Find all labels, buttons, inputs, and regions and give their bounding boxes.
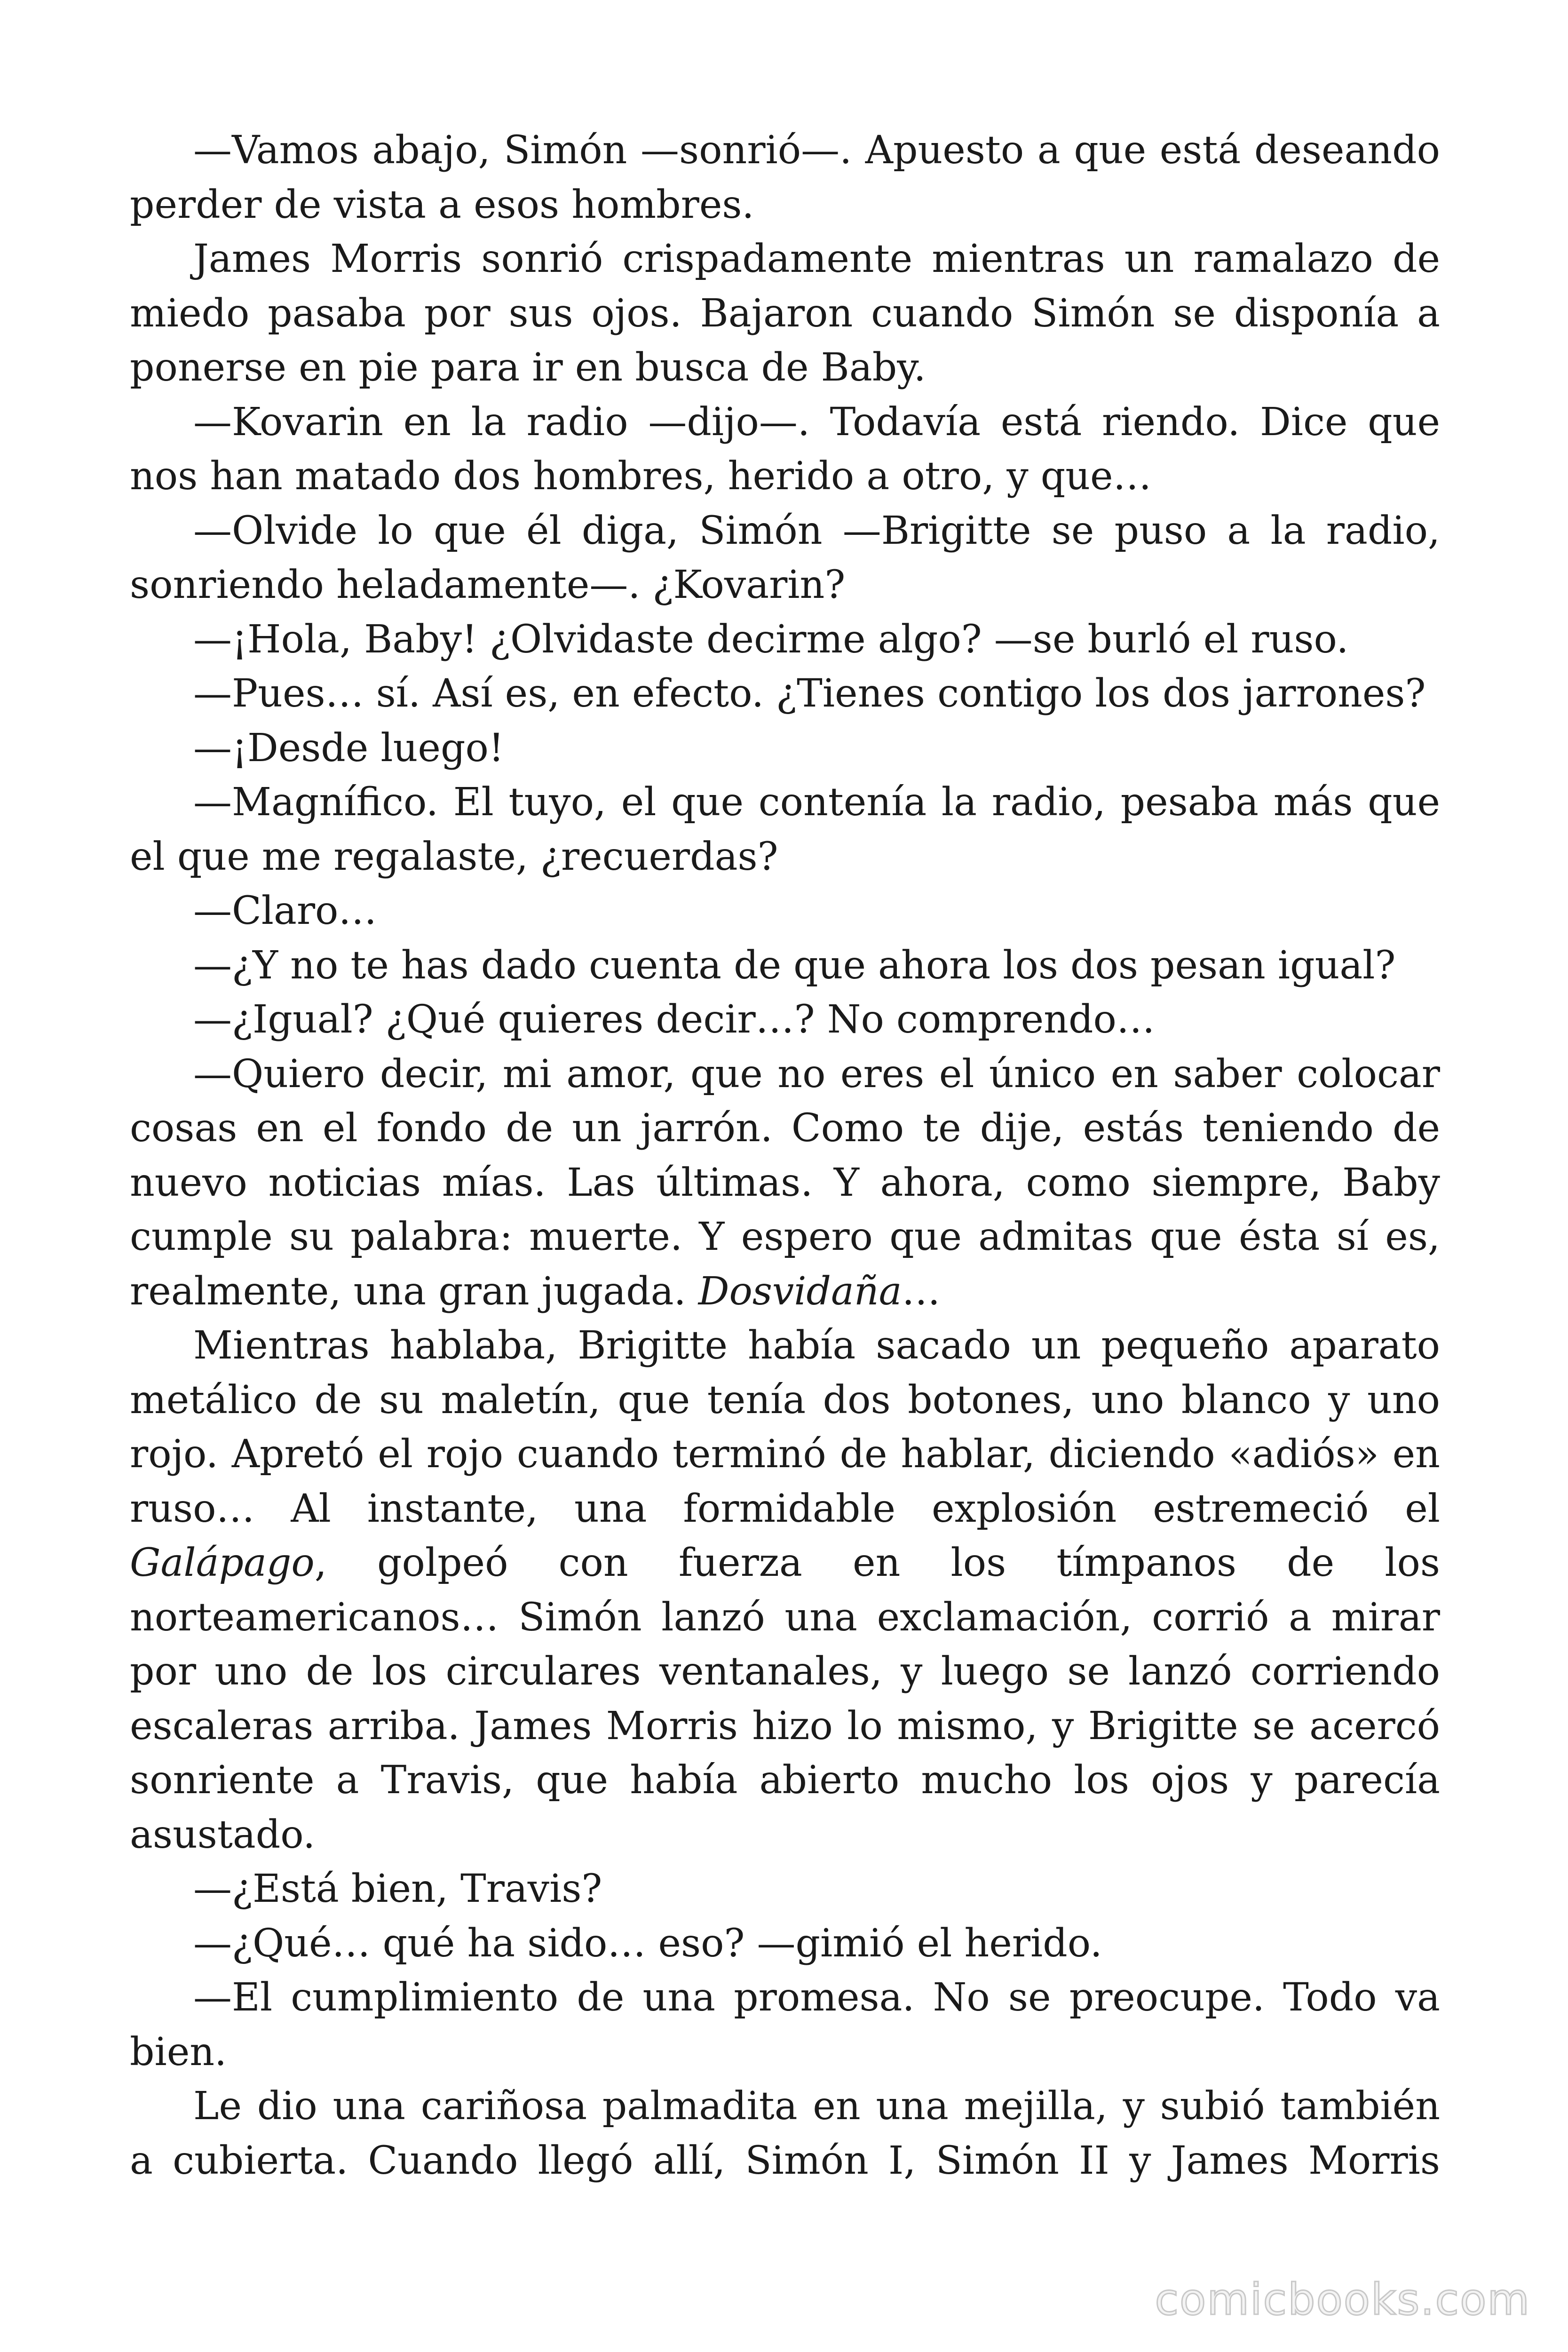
italic-text: Dosvidaña (698, 1269, 902, 1314)
paragraph (130, 1319, 1440, 1862)
paragraph (130, 232, 1440, 395)
text-run: —Olvide lo que él diga, Simón —Brigitte se puso a la radio, sonriendo heladamente—. ¿Kovarin? (130, 508, 1440, 607)
paragraph (130, 1971, 1440, 2079)
paragraph (130, 993, 1440, 1047)
text-run: Le dio una cariñosa palmadita en una mejilla, y subió también a cubierta. Cuando llegó allí, Simón I, Simón II y James Morris (130, 2084, 1440, 2183)
text-run: —¡Hola, Baby! ¿Olvidaste decirme algo? —se burló el ruso. (193, 617, 1349, 662)
text-run: —Magnífico. El tuyo, el que contenía la radio, pesaba más que el que me regalaste, ¿recuerdas? (130, 780, 1440, 879)
paragraph (130, 938, 1440, 993)
paragraph (130, 667, 1440, 721)
paragraph (130, 2079, 1440, 2188)
paragraph (130, 884, 1440, 938)
text-run: —Claro… (193, 889, 377, 933)
book-page (130, 123, 1440, 2188)
text-run: James Morris sonrió crispadamente mientras un ramalazo de miedo pasaba por sus ojos. Bajaron cuando Simón se disponía a ponerse en pie para ir en busca de Baby. (130, 237, 1440, 390)
text-run: —¿Y no te has dado cuenta de que ahora los dos pesan igual? (193, 943, 1396, 988)
paragraph (130, 775, 1440, 884)
text-run: , golpeó con fuerza en los tímpanos de los norteamericanos… Simón lanzó una exclamación, corrió a mirar por uno de los circulares ventanales, y luego se lanzó corriendo escaleras arriba. James Morris hizo lo mismo, y Brigitte se acercó sonriente a Travis, que había abierto mucho los ojos y parecía asustado. (130, 1541, 1440, 1857)
text-run: —Kovarin en la radio —dijo—. Todavía está riendo. Dice que nos han matado dos hombres, herido a otro, y que… (130, 399, 1440, 499)
text-run: … (902, 1269, 941, 1314)
text-run: —¿Qué… qué ha sido… eso? —gimió el herido. (193, 1921, 1102, 1966)
paragraph (130, 721, 1440, 776)
paragraph (130, 395, 1440, 504)
text-run: —Quiero decir, mi amor, que no eres el único en saber colocar cosas en el fondo de un jarrón. Como te dije, estás teniendo de nuevo noticias mías. Las últimas. Y ahora, como siempre, Baby cumple su palabra: muerte. Y espero que admitas que ésta sí es, realmente, una gran jugada. (130, 1051, 1440, 1314)
italic-text: Galápago (130, 1541, 315, 1585)
text-run: —¿Está bien, Travis? (193, 1867, 602, 1911)
text-run: —¿Igual? ¿Qué quieres decir…? No comprendo… (193, 997, 1155, 1042)
text-run: —Vamos abajo, Simón —sonrió—. Apuesto a que está deseando perder de vista a esos hombres. (130, 128, 1440, 227)
paragraph (130, 612, 1440, 667)
watermark-logo: comicbooks.com (1155, 2274, 1530, 2325)
paragraph (130, 1916, 1440, 1971)
text-run: —El cumplimiento de una promesa. No se preocupe. Todo va bien. (130, 1975, 1440, 2074)
paragraph (130, 123, 1440, 232)
text-run: —¡Desde luego! (193, 725, 504, 771)
paragraph (130, 1862, 1440, 1916)
paragraph (130, 504, 1440, 612)
text-run: Mientras hablaba, Brigitte había sacado un pequeño aparato metálico de su maletín, que tenía dos botones, uno blanco y uno rojo. Apretó el rojo cuando terminó de hablar, diciendo «adiós» en ruso… Al instante, una formidable explosión estremeció el (130, 1323, 1440, 1531)
paragraph (130, 1047, 1440, 1319)
text-run: —Pues… sí. Así es, en efecto. ¿Tienes contigo los dos jarrones? (193, 671, 1426, 716)
